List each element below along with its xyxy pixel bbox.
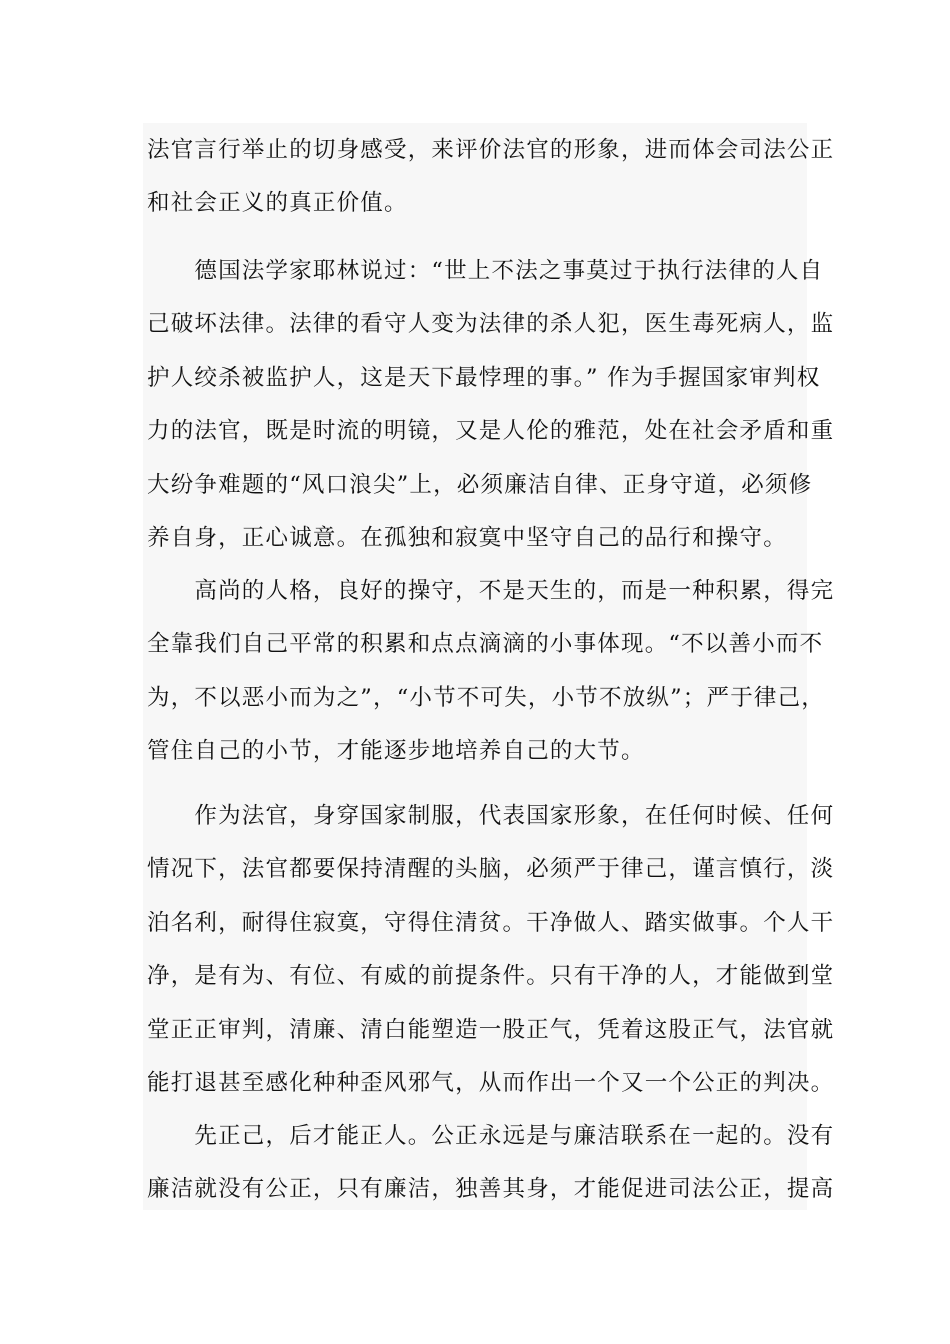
paragraph-3 (147, 565, 835, 779)
text-line: 先正己，后才能正人。公正永远是与廉洁联系在一起的。没有 (147, 1123, 835, 1149)
text-line: 情况下，法官都要保持清醒的头脑，必须严于律己，谨言慎行，淡 (147, 856, 835, 883)
text-line: 净，是有为、有位、有威的前提条件。只有干净的人，才能做到堂 (147, 963, 835, 990)
paragraph-4 (147, 790, 835, 1110)
paragraph-1 (147, 124, 835, 231)
text-line: 己破坏法律。法律的看守人变为法律的杀人犯，医生毒死病人，监 (147, 311, 835, 338)
text-line: 泊名利，耐得住寂寞，守得住清贫。干净做人、踏实做事。个人干 (147, 909, 835, 936)
text-line: 全靠我们自己平常的积累和点点滴滴的小事体现。“不以善小而不 (147, 631, 824, 658)
text-line: 力的法官，既是时流的明镜，又是人伦的雅范，处在社会矛盾和重 (147, 418, 835, 445)
text-line: 为，不以恶小而为之”，“小节不可失，小节不放纵”；严于律己， (147, 684, 826, 711)
text-line: 护人绞杀被监护人，这是天下最悖理的事。” 作为手握国家审判权 (147, 364, 821, 391)
text-line: 堂正正审判，清廉、清白能塑造一股正气，凭着这股正气，法官就 (147, 1016, 835, 1043)
text-line: 大纷争难题的“风口浪尖”上，必须廉洁自律、正身守道，必须修 (147, 471, 813, 498)
text-line: 作为法官，身穿国家制服，代表国家形象，在任何时候、任何 (147, 803, 835, 829)
text-line: 高尚的人格，良好的操守，不是天生的，而是一种积累，得完 (147, 578, 835, 604)
text-line: 德国法学家耶林说过：“世上不法之事莫过于执行法律的人自 (147, 258, 824, 284)
paragraph-2 (147, 245, 835, 565)
text-line: 廉洁就没有公正，只有廉洁，独善其身，才能促进司法公正，提高 (147, 1176, 835, 1203)
paragraph-5 (147, 1110, 835, 1217)
text-line: 和社会正义的真正价值。 (147, 190, 408, 217)
text-line: 管住自己的小节，才能逐步地培养自己的大节。 (147, 738, 645, 765)
text-line: 养自身，正心诚意。在孤独和寂寞中坚守自己的品行和操守。 (147, 524, 787, 551)
text-line: 法官言行举止的切身感受，来评价法官的形象，进而体会司法公正 (147, 137, 835, 163)
text-line: 能打退甚至感化种种歪风邪气，从而作出一个又一个公正的判决。 (147, 1069, 835, 1096)
